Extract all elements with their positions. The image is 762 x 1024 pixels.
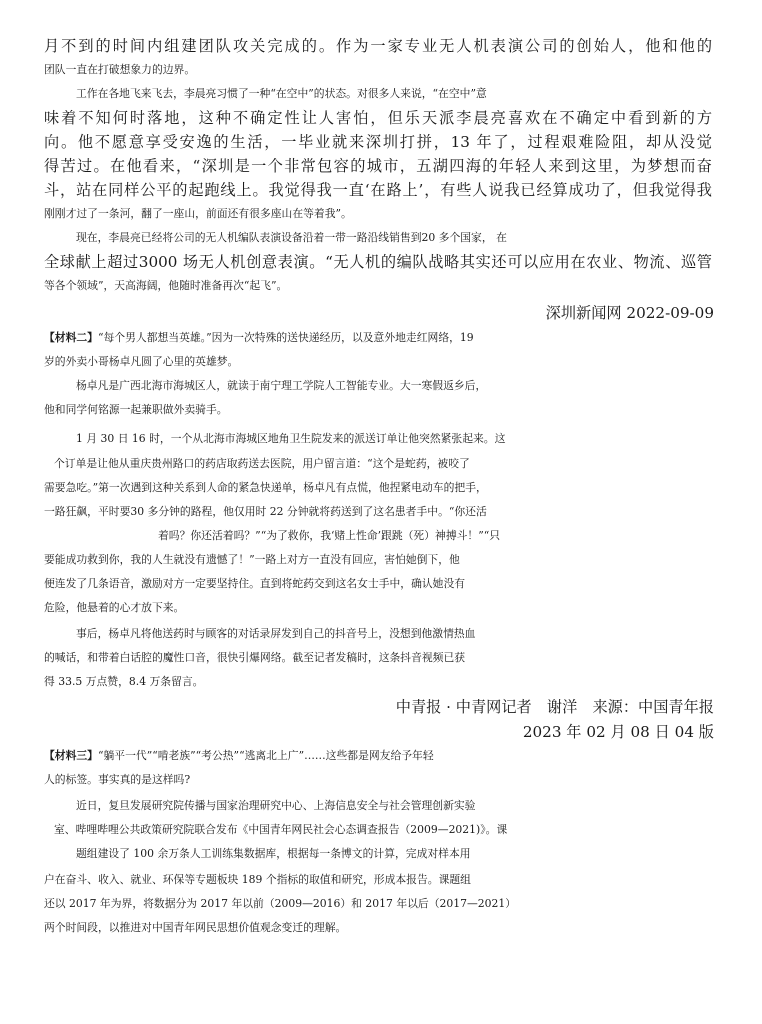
section-tag: 【材料三】 — [44, 749, 98, 762]
text-line: 月不到的时间内组建团队攻关完成的。作为一家专业无人机表演公司的创始人，他和他的 — [44, 37, 712, 55]
text-line: “躺平一代”“啃老族”“考公热”“逃离北上广”……这些都是网友给予年轻 — [97, 749, 434, 762]
text-line: 得 33.5 万点赞，8.4 万条留言。 — [44, 675, 204, 688]
text-line: 的喊话，和带着白话腔的魔性口音，很快引爆网络。截至记者发稿时，这条抖音视频已获 — [44, 651, 466, 664]
text-line: 事后，杨卓凡将他送药时与顾客的对话录屏发到自己的抖音号上，没想到他激情热血 — [76, 627, 476, 640]
text-line: 全球献上超过3000 场无人机创意表演。“无人机的编队战略其实还可以应用在农业、物流、巡管 — [44, 253, 712, 271]
text-line: 向。他不愿意享受安逸的生活，一毕业就来深圳打拼，13 年了，过程艰难险阻，却从没觉 — [44, 133, 712, 151]
text-line: 需要急吃。”第一次遇到这种关系到人命的紧急快递单，杨卓凡有点慌，他捏紧电动车的把手， — [44, 481, 487, 494]
text-line: “每个男人都想当英雄。”因为一次特殊的送快递经历，以及意外地走红网络，19 — [97, 331, 474, 344]
text-line: 还以 2017 年为界，将数据分为 2017 年以前（2009—2016）和 2017 年以后（2017—2021） — [44, 897, 517, 910]
text-line: 近日，复旦发展研究院传播与国家治理研究中心、上海信息安全与社会管理创新实验 — [76, 799, 476, 812]
text-line: 题组建设了 100 余万条人工训练集数据库，根据每一条博文的计算，完成对样本用 — [76, 847, 471, 860]
text-line: 团队一直在打破想象力的边界。 — [44, 63, 196, 76]
section-header-line — [44, 744, 762, 768]
text-line: 一路狂飙，平时要30 多分钟的路程，他仅用时 22 分钟就将药送到了这名患者手中。“你还活 — [44, 505, 487, 518]
text-line: 斗，站在同样公平的起跑线上。我觉得我一直‘在路上’，有些人说我已经算成功了，但我觉得我 — [44, 181, 712, 199]
text-line: 得苦过。在他看来，“深圳是一个非常包容的城市，五湖四海的年轻人来到这里，为梦想而奋 — [44, 157, 712, 175]
section-tag: 【材料二】 — [44, 331, 98, 344]
text-line: 现在，李晨亮已经将公司的无人机编队表演设备沿着一带一路沿线销售到20 多个国家， 在 — [76, 231, 507, 244]
section-header-line — [44, 326, 762, 350]
text-line: 味着不知何时落地，这种不确定性让人害怕，但乐天派李晨亮喜欢在不确定中看到新的方 — [44, 109, 712, 127]
text-line: 刚刚才过了一条河，翻了一座山，前面还有很多座山在等着我”。 — [44, 207, 352, 220]
text-line: 危险，他悬着的心才放下来。 — [44, 601, 185, 614]
date-line: 2023 年 02 月 08 日 04 版 — [522, 723, 714, 741]
text-line: 户在奋斗、收入、就业、环保等专题板块 189 个指标的取值和研究，形成本报告。课题组 — [44, 873, 471, 886]
text-line: 等各个领域”，天高海阔，他随时准备再次“起飞”。 — [44, 279, 288, 292]
source-line: 深圳新闻网 2022-09-09 — [545, 304, 714, 322]
text-line: 人的标签。事实真的是这样吗? — [44, 773, 191, 786]
text-line: 岁的外卖小哥杨卓凡圆了心里的英雄梦。 — [44, 355, 239, 368]
text-line: 工作在各地飞来飞去，李晨亮习惯了一种“在空中”的状态。对很多人来说，“在空中”意 — [76, 87, 487, 100]
text-line: 要能成功救到你，我的人生就没有遗憾了！”一路上对方一直没有回应，害怕她倒下，他 — [44, 553, 460, 566]
text-line: 1 月 30 日 16 时，一个从北海市海城区地角卫生院发来的派送订单让他突然紧张起来。这 — [76, 432, 506, 445]
text-line: 两个时间段，以推进对中国青年网民思想价值观念变迁的理解。 — [44, 921, 347, 934]
text-line: 室、哔哩哔哩公共政策研究院联合发布《中国青年网民社会心态调查报告（2009—2021)》。课 — [54, 823, 508, 836]
text-line: 便连发了几条语音，激励对方一定要坚持住。直到将蛇药交到这名女士手中，确认她没有 — [44, 577, 466, 590]
text-line: 个订单是让他从重庆贵州路口的药店取药送去医院，用户留言道：“这个是蛇药，被咬了 — [54, 457, 470, 470]
text-line: 他和同学何铭源一起兼职做外卖骑手。 — [44, 403, 228, 416]
source-line: 中青报 · 中青网记者 谢洋 来源：中国青年报 — [395, 698, 714, 716]
text-line: 杨卓凡是广西北海市海城区人，就读于南宁理工学院人工智能专业。大一寒假返乡后， — [76, 379, 487, 392]
text-line: 着吗？你还活着吗？”“为了救你，我‘赌上性命’跟跳（死）神搏斗！”“只 — [158, 529, 501, 542]
